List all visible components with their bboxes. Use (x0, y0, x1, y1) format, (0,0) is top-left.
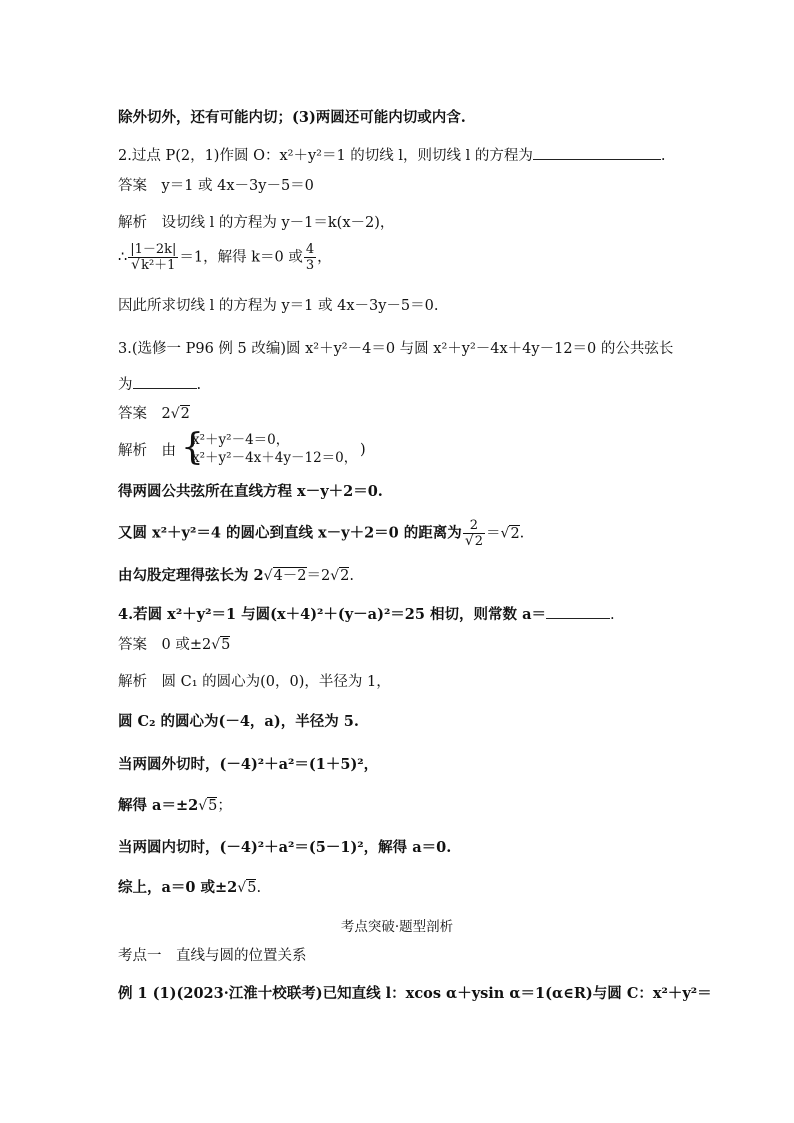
fraction-4-3: $\frac{4}{3}$ (305, 242, 315, 273)
analysis-4-line-6: 综上，a＝0 或±2√5. (118, 879, 262, 896)
analysis-4-line-2: 圆 C₂ 的圆心为(－4，a)，半径为 5. (118, 713, 359, 730)
question-3-cont: 为 . (118, 374, 201, 395)
answer-3: 答案 2√2 (118, 406, 190, 422)
analysis-4-line-4: 解得 a＝±2√5； (118, 797, 232, 814)
analysis-2-line-1: 解析 设切线 l 的方程为 y－1＝k(x－2)， (118, 215, 395, 231)
analysis-4-line-1: 解析 圆 C₁ 的圆心为(0，0)，半径为 1， (118, 674, 391, 690)
question-3: 3.(选修一 P96 例 5 改编)圆 x²＋y²－4＝0 与圆 x²＋y²－4x＋4y－12＝0 的公共弦长 (118, 341, 674, 357)
question-2: 2.过点 P(2，1)作圆 O：x²＋y²＝1 的切线 l，则切线 l 的方程为 . (118, 145, 666, 166)
system-close: ) (360, 442, 366, 458)
analysis-4-line-5: 当两圆内切时，(－4)²＋a²＝(5－1)²，解得 a＝0. (118, 839, 452, 856)
subsection-heading: 考点一 直线与圆的位置关系 (118, 948, 307, 964)
answer-blank-2[interactable] (533, 145, 661, 160)
analysis-2-line-3: 因此所求切线 l 的方程为 y＝1 或 4x－3y－5＝0. (118, 298, 439, 314)
system-eq-2: x²＋y²－4x＋4y－12＝0， (192, 450, 358, 466)
system-eq-1: x²＋y²－4＝0， (192, 432, 290, 448)
analysis-3-line-3: 又圆 x²＋y²＝4 的圆心到直线 x－y＋2＝0 的距离为 $\frac{2}{√2}$ ＝√2. (118, 518, 525, 549)
section-heading: 考点突破·题型剖析 (340, 919, 454, 935)
system-brace: { (181, 427, 204, 468)
fraction-2-sqrt2: $\frac{2}{√2}$ (464, 518, 484, 549)
analysis-4-line-3: 当两圆外切时，(－4)²＋a²＝(1＋5)²， (118, 756, 379, 773)
answer-blank-3[interactable] (133, 374, 197, 389)
fraction: $\frac{|1-2k|}{\text{√k²＋1}}$ (130, 242, 177, 273)
example-1: 例 1 (1)(2023·江淮十校联考)已知直线 l：xcos α＋ysin α＝1(α∈R)与圆 C：x²＋y²＝ (118, 985, 712, 1002)
analysis-3-label: 解析 由 (118, 443, 176, 459)
text-line-1: 除外切外，还有可能内切；(3)两圆还可能内切或内含. (118, 109, 466, 126)
analysis-2-line-2: ∴ $\frac{|1-2k|}{\text{√k²＋1}}$ ＝1，解得 k＝0 或 $\frac{4}{3}$ ， (118, 242, 332, 273)
answer-2: 答案 y＝1 或 4x－3y－5＝0 (118, 178, 314, 194)
analysis-3-line-4: 由勾股定理得弦长为 2√4－2＝2√2. (118, 567, 355, 584)
analysis-3-line-2: 得两圆公共弦所在直线方程 x－y＋2＝0. (118, 483, 383, 500)
answer-4: 答案 0 或±2√5 (118, 637, 231, 653)
question-4: 4.若圆 x²＋y²＝1 与圆(x＋4)²＋(y－a)²＝25 相切，则常数 a＝ . (118, 606, 615, 623)
answer-blank-4[interactable] (546, 604, 610, 619)
